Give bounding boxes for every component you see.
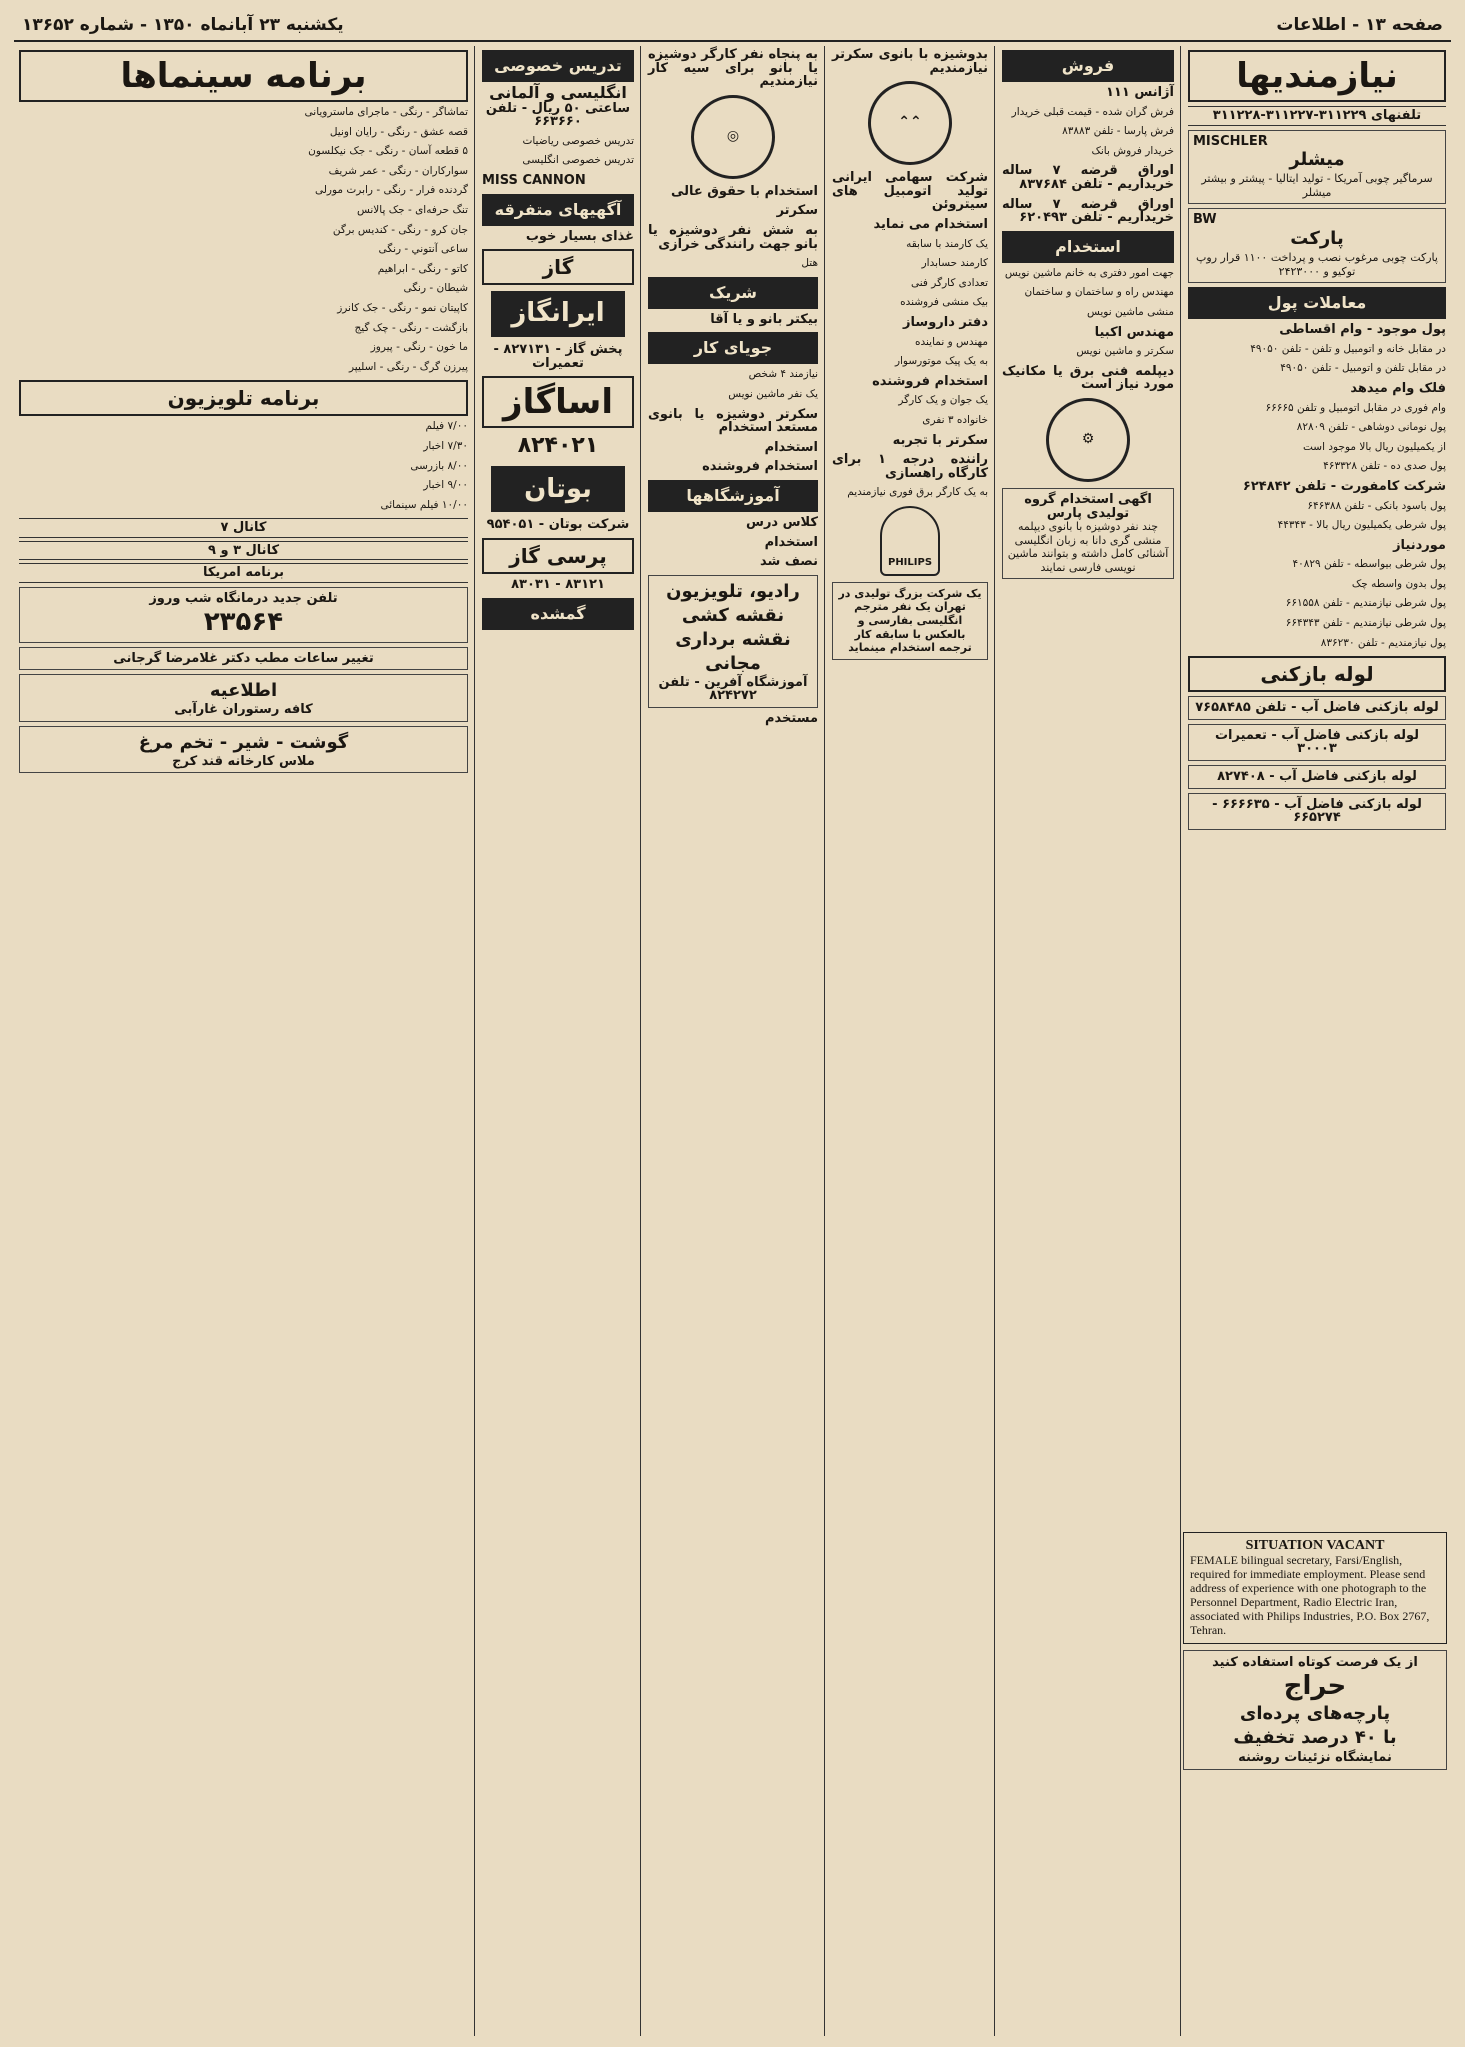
- hiring-item: جهت امور دفتری به خانم ماشین نویس: [1004, 266, 1174, 279]
- cinema-item: جان کرو - رنگی - کنديس برگن: [332, 223, 468, 236]
- jobs-item: سکرتر: [776, 203, 818, 219]
- hiring-item: بیک منشی فروشنده: [900, 296, 988, 309]
- cinema-title: برنامه سینماها: [19, 50, 468, 102]
- money-item: پول صدی ده - تلفن ۴۶۳۳۲۸: [1323, 460, 1446, 473]
- persigas-logo: پرسی گاز: [482, 538, 634, 574]
- classifieds-title: نیازمندیها: [1188, 50, 1446, 102]
- clinic-hours-text: تغییر ساعات مطب دکتر غلامرضا گرجانی: [113, 650, 374, 666]
- pipe-ad: [1188, 696, 1446, 720]
- jobs-item: سکرتر دوشیزه یا بانوی مستعد استخدام: [648, 406, 818, 436]
- column-rule: [824, 46, 825, 2036]
- column-tutoring-gas: [477, 46, 639, 2036]
- jobs-item: استخدام فروشنده: [702, 459, 818, 475]
- hiring-item: استخدام می نماید: [873, 216, 988, 232]
- channel-9-title: کانال ۳ و ۹: [19, 541, 468, 561]
- hiring-section-title: استخدام: [1002, 231, 1174, 263]
- money-item: وام فوری در مقابل اتومبیل و تلفن ۶۶۶۶۵: [1265, 401, 1446, 414]
- cinema-item: پیرزن گرگ - رنگی - اسلیپر: [349, 360, 468, 373]
- parquet-ad: [1188, 208, 1446, 283]
- hiring-item: منشی ماشین نویس: [1086, 305, 1174, 318]
- hiring-item: خانواده ۳ نفری: [922, 413, 988, 426]
- money-item: پول شرطی بیواسطه - تلفن ۴۰۸۲۹: [1292, 558, 1446, 571]
- money-item: پول شرطی نیازمندیم - تلفن ۶۶۱۵۵۸: [1285, 597, 1446, 610]
- mischler-title: میشلر: [1289, 149, 1345, 171]
- parquet-text: پارکت چوبی مرغوب نصب و پرداخت ۱۱۰۰ قرار روپ توکیو و ۲۴۲۳۰۰۰: [1196, 250, 1438, 278]
- money-item: فلک وام میدهد: [1350, 380, 1446, 396]
- jobs-item: به شش نفر دوشیزه یا بانو جهت رانندگی خرازی: [648, 222, 818, 252]
- tv-item: ۱۰/۰۰ فیلم سینمائی: [380, 498, 468, 511]
- sales-item: اوراق قرضه ۷ ساله خریداریم - تلفن ۶۲۰۴۹۳: [1002, 196, 1174, 226]
- hiring-item: دیپلمه فنی برق یا مکانیک مورد نیاز است: [1002, 363, 1174, 393]
- sale-title: حراج: [1283, 1671, 1347, 1701]
- column-sales-hiring: [997, 46, 1179, 2036]
- meat-ad: [19, 726, 468, 774]
- cinema-item: تنگ حرفه‌ای - جک پالانس: [356, 203, 468, 216]
- butane-text: شرکت بوتان - ۹۵۴۰۵۱: [486, 517, 630, 533]
- school-item: کلاس درس: [746, 514, 818, 530]
- jobs-item: هتل: [801, 257, 818, 270]
- hiring-item: مهندس اکبیا: [1094, 324, 1174, 340]
- afarin-line: نقشه برداری: [675, 628, 791, 650]
- column-cinema-tv: [14, 46, 473, 2036]
- meat-sub: ملاس کارخانه قند کرج: [172, 753, 315, 769]
- hiring-item: راننده درجه ۱ برای کارگاه راهسازی: [832, 452, 988, 481]
- parquet-latin: BW: [1193, 212, 1217, 228]
- hiring-item: یک جوان و یک کارگر: [898, 394, 988, 407]
- tutoring-price: ساعتی ۵۰ ریال - تلفن ۶۶۳۶۶۰: [485, 100, 631, 130]
- cinema-item: ۵ قطعه آسان - رنگی - جک نیکلسون: [308, 145, 468, 158]
- hiring-item: سکرتر با تجربه: [892, 432, 988, 448]
- pars-ad-title: اگهی استخدام گروه تولیدی پارس: [1024, 491, 1152, 521]
- pipe-section-title: لوله بازکنی: [1188, 656, 1446, 692]
- pars-ad-text: چند نفر دوشیزه با بانوی دیپلمه منشی گری دانا به زبان انگلیسی آشنائی کامل داشته و بتوانند ماشین نویسی فارسی نمایند: [1007, 520, 1169, 574]
- cinema-item: کاپیتان نمو - رنگی - جک کانرز: [337, 301, 468, 314]
- jobs-item: نیازمند ۴ شخص: [748, 368, 818, 381]
- cinema-item: کاتو - رنگی - ابراهیم: [377, 262, 468, 275]
- parquet-title: پارکت: [1290, 227, 1344, 249]
- sale-head: از یک فرصت کوتاه استفاده کنید: [1212, 1655, 1418, 1670]
- afarin-line: رادیو، تلویزیون: [666, 580, 800, 602]
- sales-item: اوراق قرضه ۷ ساله خریداریم - تلفن ۸۳۷۶۸۴: [1002, 163, 1174, 192]
- tv-item: ۷/۰۰ فیلم: [425, 420, 468, 433]
- money-item: پول موجود - وام اقساطی: [1279, 322, 1446, 338]
- money-item: در مقابل تلفن و اتومبیل - تلفن ۴۹۰۵۰: [1280, 362, 1446, 375]
- money-section-title: معاملات پول: [1188, 287, 1446, 319]
- jobs-item: به پنجاه نفر کارگر دوشیزه یا بانو برای سیه کار نیازمندیم: [648, 47, 818, 90]
- translator-ad: [832, 582, 988, 660]
- situation-vacant-ad: [1183, 1532, 1447, 1644]
- bottom-right-ads: [1183, 1526, 1447, 1774]
- cinema-item: بازگشت - رنگی - چک گیج: [354, 321, 468, 334]
- sales-item: فرش پارسا - تلفن ۸۳۸۸۳: [1062, 125, 1174, 138]
- money-item: از یکمیلیون ریال بالا موجود است: [1302, 440, 1446, 453]
- cinema-item: شیطان - رنگی: [403, 282, 468, 295]
- tutoring-lang: انگلیسی و آلمانی: [489, 83, 627, 102]
- tutoring-section-title: تدریس خصوصی: [482, 50, 634, 82]
- asagas-logo: اساگاز: [482, 376, 634, 428]
- america-program-title: برنامه امریکا: [19, 563, 468, 583]
- pipe-text: لوله بازکنی فاضل آب - تعمیرات ۳۰۰۰۳: [1214, 727, 1419, 757]
- translator-text: یک شرکت بزرگ تولیدی در تهران یک نفر مترجم انگلیسی بفارسی و بالعکس با سابقه کار ترجمه استخدام مینماید: [838, 586, 982, 655]
- school-item: مستخدم: [765, 710, 818, 726]
- hiring-item: شرکت سهامی ایرانی تولید اتومبیل های سیتروئن: [832, 170, 988, 213]
- money-item: پول باسود بانکی - تلفن ۶۴۶۳۸۸: [1307, 499, 1446, 512]
- school-item: استخدام: [764, 534, 818, 550]
- column-rule: [994, 46, 995, 2036]
- afarin-line: نقشه کشی: [681, 604, 785, 626]
- misc-item: غذای بسیار خوب: [525, 228, 634, 244]
- hiring-item: سکرتر و ماشین نویس: [1076, 345, 1174, 358]
- money-item: پول نیازمندیم - تلفن ۸۳۶۲۳۰: [1320, 636, 1446, 649]
- situation-body: FEMALE bilingual secretary, Farsi/English, required for immediate employment. Please send address of experience with one photograph to the Personnel Department, Radio Electric Iran, associated with Philips Industries, P.O. Box 2767, Tehran.: [1190, 1553, 1430, 1637]
- sale-shop: نمایشگاه نزئینات روشنه: [1238, 1750, 1392, 1765]
- pipe-text: لوله بازکنی فاضل آب - تلفن ۷۶۵۸۴۸۵: [1195, 700, 1439, 716]
- afarin-ad: [648, 575, 818, 708]
- pipe-ad: [1188, 793, 1446, 830]
- pipe-ad: [1188, 765, 1446, 789]
- mischler-ad: [1188, 130, 1446, 205]
- school-item: نصف شد: [760, 554, 818, 570]
- channel-7-title: کانال ۷: [19, 518, 468, 538]
- newspaper-page: [14, 10, 1451, 2037]
- jobs-item: استخدام: [764, 439, 818, 455]
- cinema-item: قصه عشق - رنگی - رایان اونیل: [329, 125, 468, 138]
- clinic-phone-number: ۲۳۵۶۴: [203, 606, 284, 637]
- money-item: در مقابل خانه و اتومبیل و تلفن - تلفن ۴۹۰۵۰: [1250, 342, 1446, 355]
- cinema-item: ما خون - رنگی - پیروز: [370, 341, 468, 354]
- column-jobs-schools: [643, 46, 823, 2036]
- partner-section-title: شریک: [648, 277, 818, 309]
- irangas-text: پخش گاز - ۸۲۷۱۳۱ - تعمیرات: [493, 342, 623, 371]
- jobs-item: استخدام با حقوق عالی: [670, 183, 818, 199]
- page-header: [14, 10, 1451, 42]
- money-item: پول بدون واسطه چک: [1351, 577, 1446, 590]
- sale-sub: پارچه‌های پرده‌ای: [1239, 1703, 1391, 1724]
- hiring-item: به یک پیک موتورسوار: [894, 355, 988, 368]
- job-seekers-section-title: جویای کار: [648, 332, 818, 364]
- cinema-item: تماشاگر - رنگی - ماجرای ماسترویانی: [304, 106, 468, 118]
- money-item: موردنیاز: [1393, 537, 1446, 553]
- gas-section-title: گاز: [482, 249, 634, 285]
- header-issue: یکشنبه ۲۳ آبانماه ۱۳۵۰ - شماره ۱۳۶۵۲: [22, 15, 344, 35]
- lost-section-title: گمشده: [482, 598, 634, 630]
- asagas-phone: ۸۲۴۰۲۱: [517, 433, 599, 459]
- jobs-item: بیکتر بانو و یا آقا: [710, 311, 818, 327]
- persigas-phones: ۸۳۱۲۱ - ۸۳۰۳۱: [511, 576, 605, 592]
- column-rule: [1180, 46, 1181, 2036]
- sales-section-title: فروش: [1002, 50, 1174, 82]
- notice-title: اطلاعیه: [209, 680, 278, 702]
- clinic-phone-title: تلفن جدید درمانگاه شب وروز: [149, 591, 338, 607]
- iran-national-logo: ◎: [691, 95, 775, 179]
- money-item: شرکت کامفورت - تلفن ۶۲۴۸۴۲: [1242, 478, 1446, 494]
- tv-item: ۷/۳۰ اخبار: [423, 439, 468, 452]
- tutoring-item: تدریس خصوصی ریاضیات: [522, 134, 634, 147]
- header-page: صفحه ۱۳ - اطلاعات: [1276, 15, 1443, 35]
- pars-group-ad: [1002, 488, 1174, 580]
- afarin-line: مجانی: [705, 652, 761, 674]
- sales-item: خریدار فروش بانک: [1091, 144, 1174, 157]
- hiring-item: مهندس و نماینده: [914, 335, 988, 348]
- pars-group-logo: ⚙: [1046, 398, 1130, 482]
- pipe-ad: [1188, 724, 1446, 761]
- situation-title: SITUATION VACANT: [1245, 1538, 1385, 1553]
- money-item: پول نومانی دوشاهی - تلفن ۸۲۸۰۹: [1296, 421, 1446, 434]
- afarin-phone: آموزشگاه آفرین - تلفن ۸۲۴۲۷۲: [658, 674, 808, 704]
- meat-title: گوشت - شیر - تخم مرغ: [138, 731, 349, 753]
- notice-ad: [19, 674, 468, 722]
- tutoring-item: تدریس خصوصی انگلیسی: [522, 154, 634, 167]
- philips-logo: PHILIPS: [880, 506, 940, 576]
- hiring-item: استخدام فروشنده: [872, 373, 988, 389]
- tv-title: برنامه تلویزیون: [19, 380, 468, 416]
- irangas-logo: ایرانگاز: [491, 291, 625, 337]
- hiring-item: به یک کارگر برق فوری نیازمندیم: [847, 486, 988, 499]
- clinic-phone-ad: [19, 587, 468, 643]
- money-item: پول شرطی نیازمندیم - تلفن ۶۶۴۳۴۳: [1285, 617, 1446, 630]
- hiring-item: کارمند حسابدار: [921, 257, 988, 270]
- notice-sub: کافه رستوران غارآبی: [174, 702, 313, 718]
- mischler-text: سرماگیر چوبی آمریکا - تولید ایتالیا - پیشتر و بیشتر میشلر: [1201, 172, 1433, 199]
- sale-ad: [1183, 1650, 1447, 1770]
- butane-logo: بوتان: [491, 466, 625, 512]
- sales-item: فرش گران شده - قیمت قبلی خریدار: [1011, 105, 1174, 118]
- cinema-item: ساعی آنتوني - رنگی: [378, 243, 468, 256]
- columns: [14, 46, 1451, 2036]
- classifieds-phones: تلفنهای ۳۱۱۲۲۹-۳۱۱۲۲۷-۳۱۱۲۲۸: [1188, 106, 1446, 126]
- column-rule: [474, 46, 475, 2036]
- hiring-item: بدوشیزه با بانوی سکرتر نیازمندیم: [832, 47, 988, 76]
- sale-discount: با ۴۰ درصد تخفیف: [1233, 1727, 1397, 1748]
- agency-title: آژانس ۱۱۱: [1106, 85, 1174, 100]
- pipe-text: لوله بازکنی فاضل آب - ۶۶۶۶۳۵ - ۶۶۵۲۷۴: [1212, 796, 1422, 826]
- tv-item: ۹/۰۰ اخبار: [423, 479, 468, 492]
- tutoring-item: MISS CANNON: [482, 172, 586, 188]
- money-item: پول شرطی یکمیلیون ریال بالا - ۴۴۳۴۳: [1277, 519, 1446, 532]
- tv-item: ۸/۰۰ بازرسی: [410, 459, 468, 472]
- jobs-item: یک نفر ماشین نویس: [728, 387, 818, 400]
- cinema-item: سوارکاران - رنگی - عمر شریف: [328, 164, 468, 177]
- citroen-logo: ⌃⌃: [868, 81, 952, 165]
- hiring-item: تعدادی کارگر فنی: [911, 276, 988, 289]
- cinema-item: گردنده فرار - رنگی - رابرت مورلی: [314, 184, 468, 197]
- clinic-hours-ad: [19, 647, 468, 671]
- column-rule: [640, 46, 641, 2036]
- hiring-item: یک کارمند با سابقه: [906, 237, 988, 250]
- schools-section-title: آموزشگاهها: [648, 480, 818, 512]
- mischler-latin: MISCHLER: [1193, 133, 1268, 149]
- hiring-item: دفتر داروساز: [903, 314, 988, 330]
- misc-section-title: آگهیهای متفرقه: [482, 194, 634, 226]
- column-hiring: [827, 46, 993, 2036]
- pipe-text: لوله بازکنی فاضل آب - ۸۲۷۴۰۸: [1217, 769, 1417, 785]
- hiring-item: مهندس راه و ساختمان و ساختمان: [1024, 286, 1174, 299]
